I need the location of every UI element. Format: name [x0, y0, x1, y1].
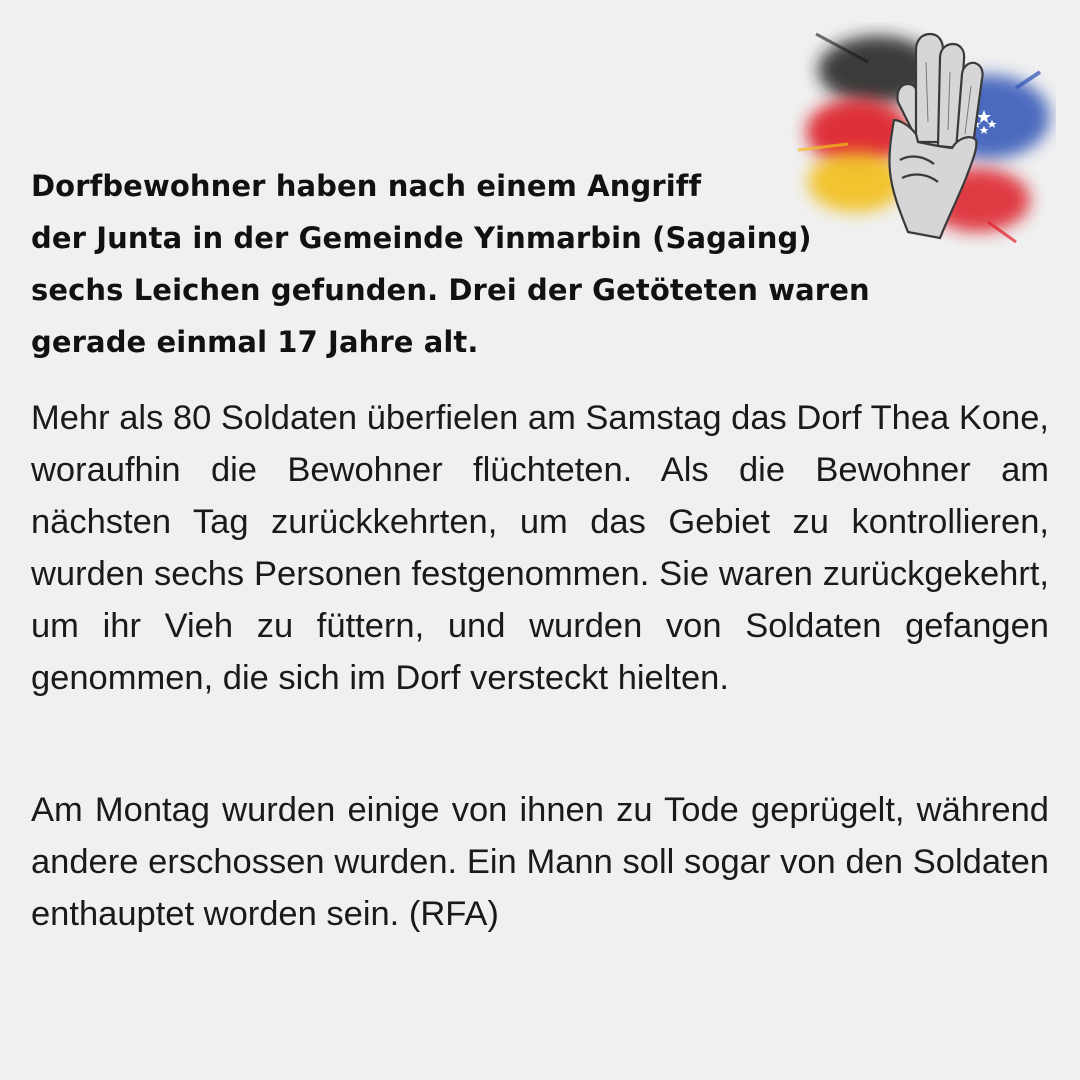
- body-paragraph-2: Am Montag wurden einige von ihnen zu Tode geprügelt, während andere erschossen wurden. Ein Mann soll sogar von den Soldaten enthauptet worden sein. (RFA): [31, 791, 1049, 933]
- headline-line-2: der Junta in der Gemeinde Yinmarbin (Sagaing): [31, 221, 812, 255]
- body-paragraph-1: Mehr als 80 Soldaten überfielen am Samstag das Dorf Thea Kone, woraufhin die Bewohner flüchteten. Als die Bewohner am nächsten Tag zurückkehrten, um das Gebiet zu kontrollieren, wurden sechs Personen festgenommen. Sie waren zurückgekehrt, um ihr Vieh zu füttern, und wurden von Soldaten gefangen genommen, die sich im Dorf versteckt hielten.: [31, 399, 1049, 697]
- headline-line-4: gerade einmal 17 Jahre alt.: [31, 325, 479, 359]
- headline-line-1: Dorfbewohner haben nach einem Angriff: [31, 169, 702, 203]
- headline-line-3: sechs Leichen gefunden. Drei der Getöteten waren: [31, 273, 870, 307]
- headline: [31, 160, 870, 368]
